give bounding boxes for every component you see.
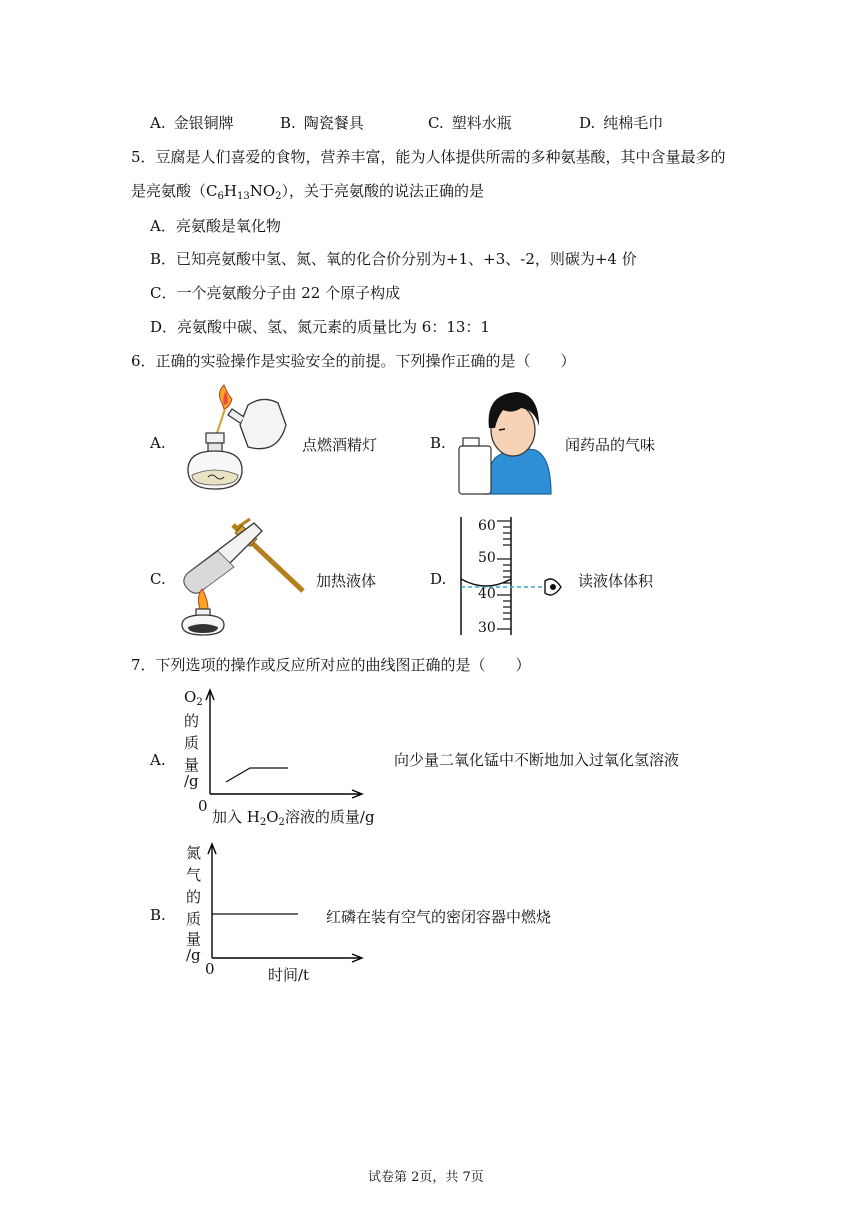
q5-option-b: B．已知亮氨酸中氢、氮、氧的化合价分别为+1、+3、-2，则碳为+4 价 bbox=[150, 250, 637, 268]
q7-a-graph bbox=[200, 686, 380, 798]
q4-option-b: B. 陶瓷餐具 bbox=[280, 114, 364, 132]
q7-a-ylabel-char: 质 bbox=[184, 734, 200, 752]
q7-b-graph bbox=[200, 840, 380, 964]
q7-a-ylabel-char: 的 bbox=[184, 712, 200, 730]
q5-stem-line1: 5．豆腐是人们喜爱的食物，营养丰富，能为人体提供所需的多种氨基酸，其中含量最多的 bbox=[131, 148, 726, 166]
q4-option-d: D. 纯棉毛巾 bbox=[579, 114, 664, 132]
q5-option-c: C．一个亮氨酸分子由 22 个原子构成 bbox=[150, 284, 401, 302]
q7-b-ylabel-char: 质 bbox=[186, 910, 202, 928]
q7-a-ylabel-char: 量 bbox=[184, 756, 200, 774]
smelling-chemical-figure bbox=[455, 388, 555, 494]
q5-stem-line2: 是亮氨酸$(C_6H_{13}NO_2)$，关于亮氨酸的说法正确的是 bbox=[131, 182, 485, 202]
q7-b-letter: B. bbox=[150, 906, 166, 924]
q6-d-caption: 读液体体积 bbox=[578, 572, 654, 590]
alcohol-lamp-lighting-figure bbox=[178, 385, 298, 497]
q7-a-ylabel-o2: $O_2$ bbox=[184, 688, 203, 708]
q7-b-ylabel-char: /g bbox=[186, 946, 201, 964]
q7-a-letter: A. bbox=[150, 751, 166, 769]
q6-b-letter: B. bbox=[430, 434, 446, 452]
cylinder-tick-50: 50 bbox=[478, 550, 496, 566]
cylinder-tick-60: 60 bbox=[478, 518, 496, 534]
q6-a-letter: A. bbox=[150, 434, 166, 452]
q6-d-letter: D. bbox=[430, 570, 447, 588]
heating-liquid-figure bbox=[178, 517, 308, 637]
q5-option-d: D．亮氨酸中碳、氢、氮元素的质量比为 6：13：1 bbox=[150, 318, 490, 336]
graduated-cylinder-figure bbox=[455, 515, 570, 637]
q7-b-ylabel-char: 气 bbox=[186, 866, 202, 884]
q6-c-letter: C. bbox=[150, 570, 166, 588]
page-footer: 试卷第 2页，共 7页 bbox=[368, 1170, 484, 1185]
q7-b-ylabel-char: 的 bbox=[186, 888, 202, 906]
q7-a-desc: 向少量二氧化锰中不断地加入过氧化氢溶液 bbox=[394, 751, 680, 769]
q7-b-ylabel-char: 量 bbox=[186, 930, 202, 948]
q6-stem: 6．正确的实验操作是实验安全的前提。下列操作正确的是（ ） bbox=[131, 352, 576, 370]
q7-a-xlabel: 加入 $H_2O_2$溶液的质量/g bbox=[212, 808, 375, 828]
q6-a-caption: 点燃酒精灯 bbox=[302, 436, 378, 454]
q7-b-xlabel: 时间/t bbox=[268, 966, 310, 984]
q7-b-origin: 0 bbox=[205, 960, 215, 978]
q7-b-desc: 红磷在装有空气的密闭容器中燃烧 bbox=[326, 908, 552, 926]
cylinder-tick-30: 30 bbox=[478, 620, 496, 636]
cylinder-tick-40: 40 bbox=[478, 586, 496, 602]
q7-a-origin: 0 bbox=[198, 797, 208, 815]
q7-a-ylabel-char: /g bbox=[184, 772, 199, 790]
q6-c-caption: 加热液体 bbox=[316, 572, 377, 590]
q5-option-a: A．亮氨酸是氧化物 bbox=[150, 217, 281, 235]
q7-b-ylabel-char: 氮 bbox=[186, 844, 202, 862]
q4-option-a: A. 金银铜牌 bbox=[150, 114, 234, 132]
q4-option-c: C. 塑料水瓶 bbox=[428, 114, 512, 132]
q6-b-caption: 闻药品的气味 bbox=[565, 436, 656, 454]
q7-stem: 7．下列选项的操作或反应所对应的曲线图正确的是（ ） bbox=[131, 656, 531, 674]
